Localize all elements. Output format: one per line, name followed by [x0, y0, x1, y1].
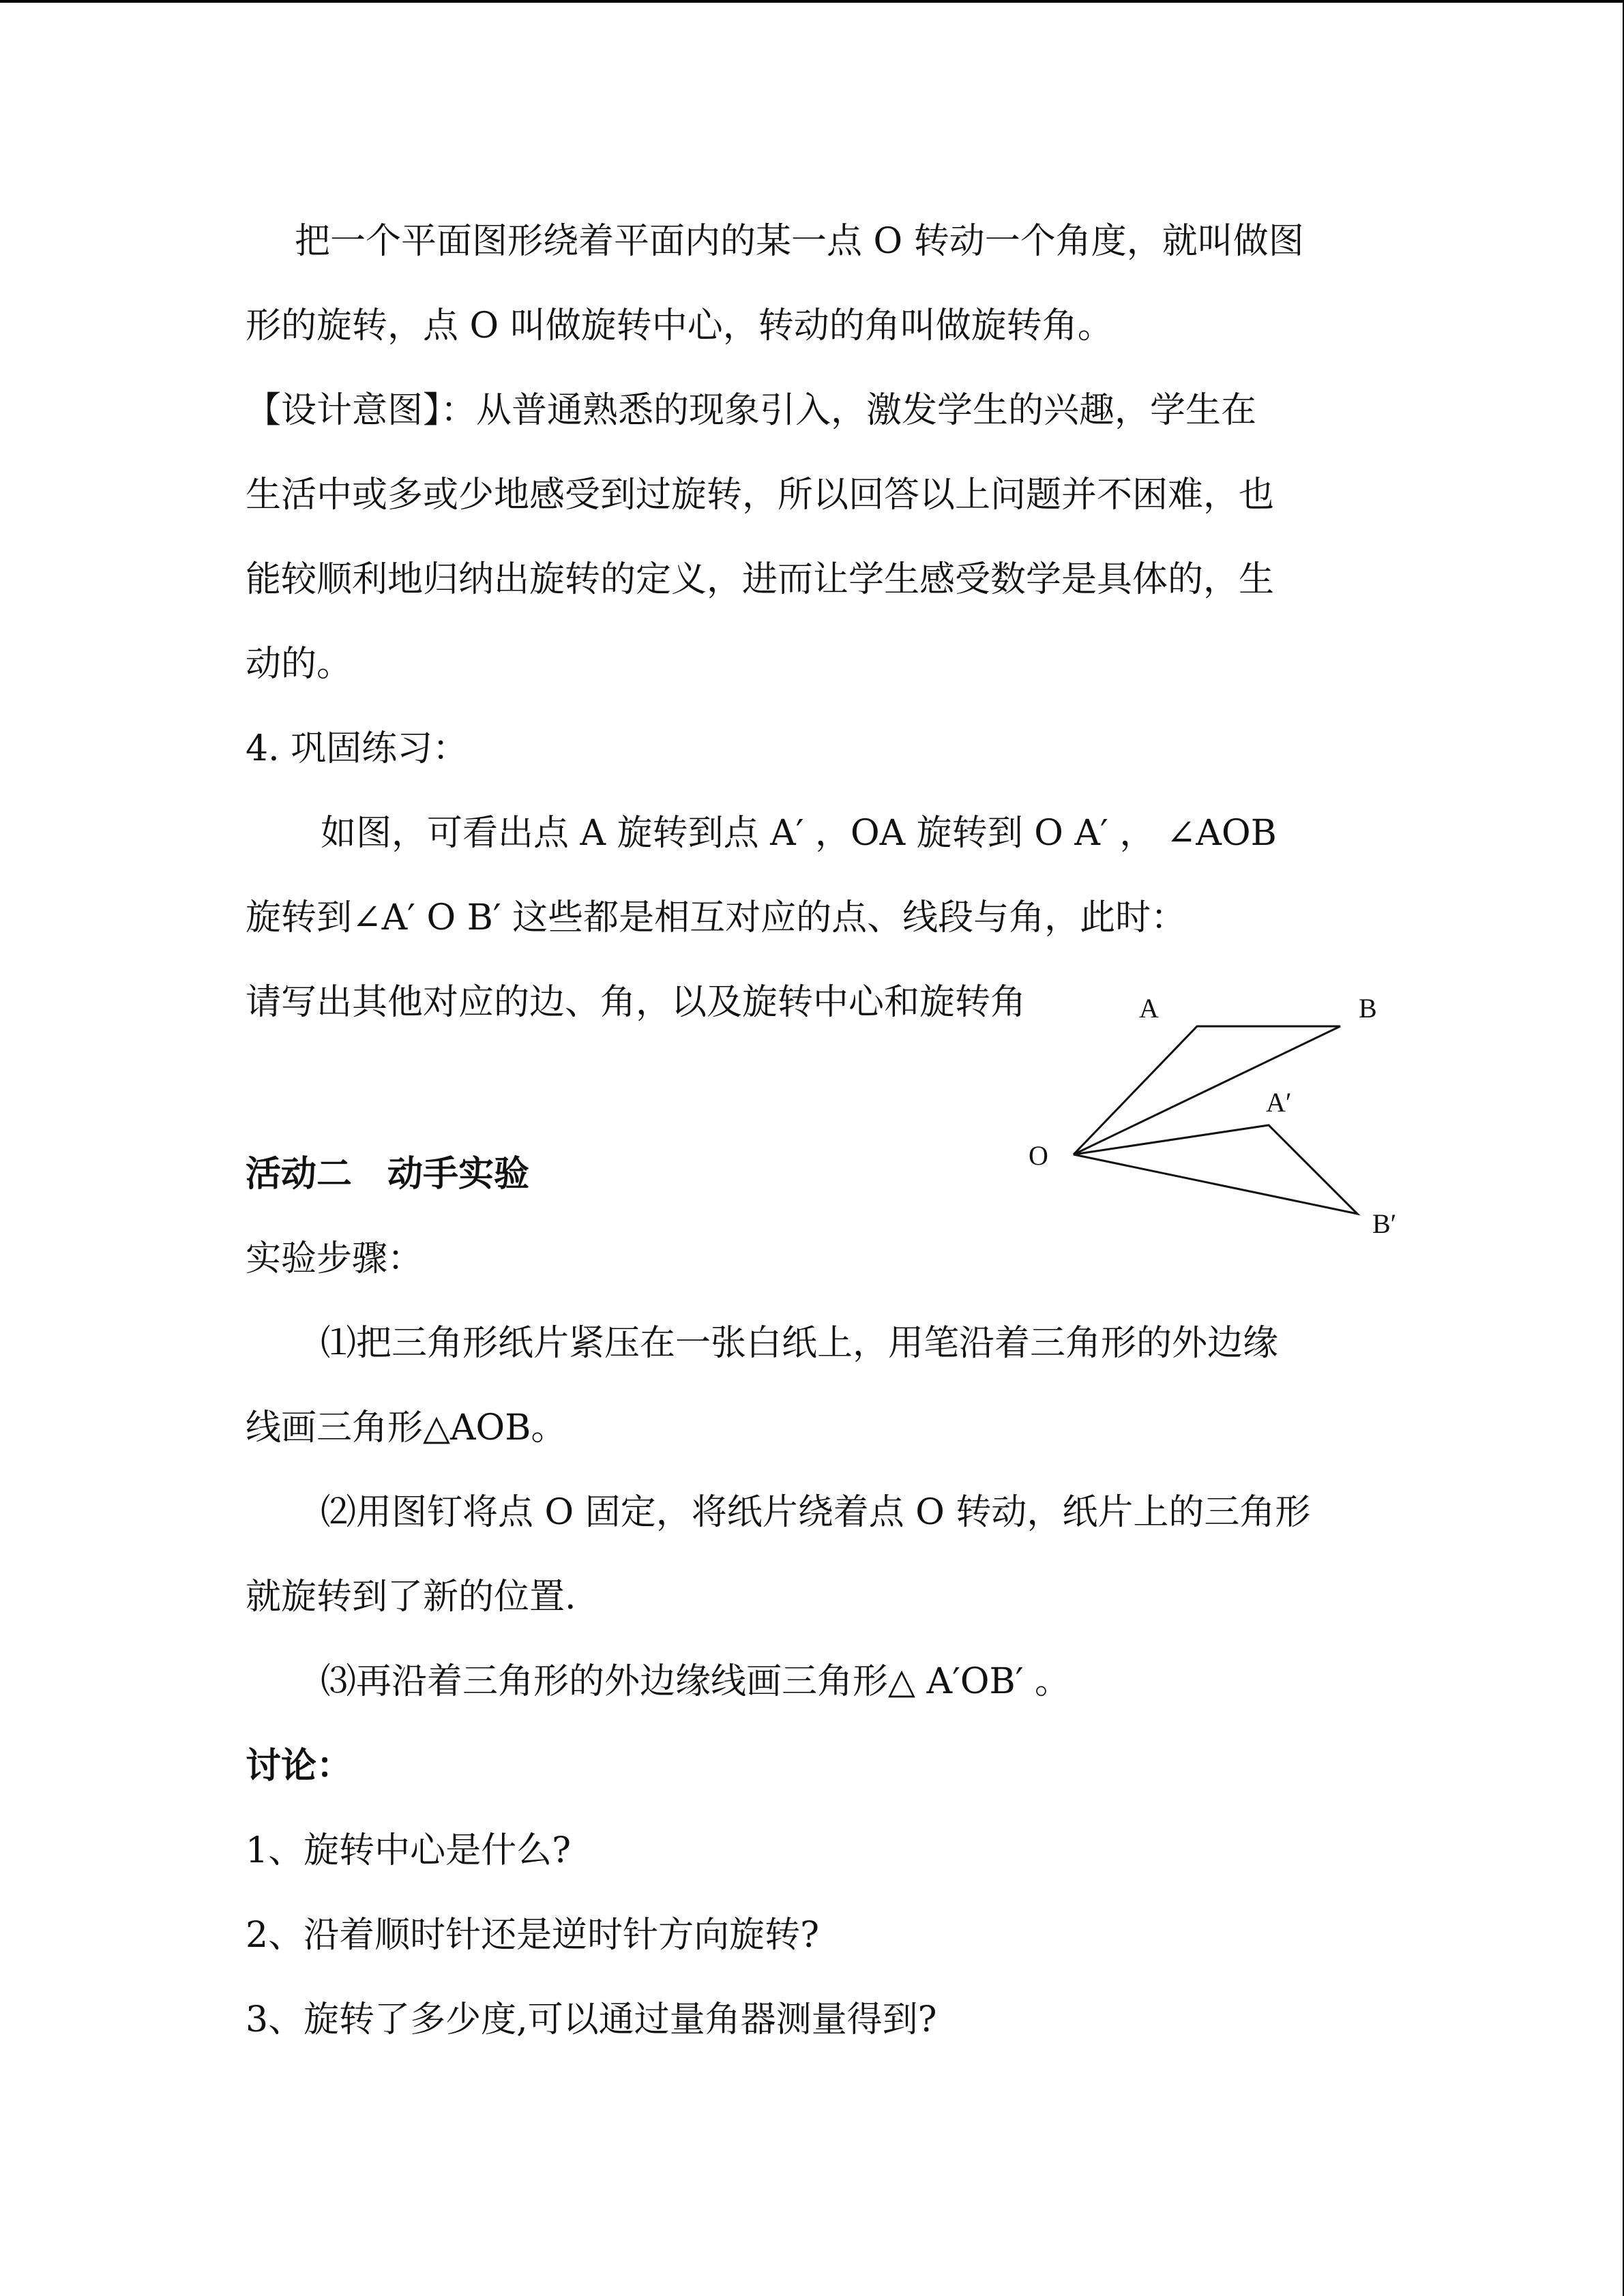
label-O: O: [1029, 1140, 1048, 1171]
exercise-line-2: 旋转到∠A′ O B′ 这些都是相互对应的点、线段与角，此时：: [246, 897, 1187, 938]
steps-heading: 实验步骤：: [246, 1238, 424, 1279]
label-A: A: [1139, 993, 1159, 1024]
discussion-question-1: 1、旋转中心是什么?: [246, 1830, 571, 1871]
label-B-prime: B′: [1372, 1208, 1397, 1239]
discussion-heading: 讨论：: [246, 1745, 353, 1787]
design-intent-line-1: 【设计意图】：从普通熟悉的现象引入，激发学生的兴趣，学生在: [246, 390, 1257, 431]
design-intent-line-3: 能较顺利地归纳出旋转的定义，进而让学生感受数学是具体的，生: [246, 559, 1275, 600]
design-intent-line-4: 动的。: [246, 644, 353, 685]
discussion-question-3: 3、旋转了多少度,可以通过量角器测量得到?: [246, 1999, 937, 2040]
step-2-line-2: 就旋转到了新的位置.: [246, 1577, 576, 1617]
exercise-line-3: 请写出其他对应的边、角，以及旋转中心和旋转角: [246, 982, 1027, 1023]
step-2-line-1: ⑵用图钉将点 O 固定，将纸片绕着点 O 转动，纸片上的三角形: [321, 1492, 1311, 1533]
label-A-prime: A′: [1266, 1087, 1292, 1118]
definition-line-1: 把一个平面图形绕着平面内的某一点 O 转动一个角度，就叫做图: [295, 221, 1304, 262]
activity-two-heading: 活动二 动手实验: [246, 1153, 530, 1195]
step-1-line-1: ⑴把三角形纸片紧压在一张白纸上，用笔沿着三角形的外边缘: [321, 1323, 1279, 1364]
exercise-heading: 4. 巩固练习：: [246, 728, 469, 769]
rotation-figure: [1009, 982, 1446, 1255]
label-B: B: [1359, 993, 1377, 1024]
definition-line-2: 形的旋转，点 O 叫做旋转中心，转动的角叫做旋转角。: [246, 305, 1113, 346]
top-border-rule: [0, 0, 1624, 3]
step-3-line-1: ⑶再沿着三角形的外边缘线画三角形△ A′OB′ 。: [321, 1661, 1071, 1702]
design-intent-line-2: 生活中或多或少地感受到过旋转，所以回答以上问题并不困难，也: [246, 475, 1275, 516]
step-1-line-2: 线画三角形△AOB。: [246, 1407, 567, 1448]
discussion-question-2: 2、沿着顺时针还是逆时针方向旋转?: [246, 1915, 819, 1956]
exercise-line-1: 如图，可看出点 A 旋转到点 A′ ，OA 旋转到 O A′ ， ∠AOB: [321, 813, 1277, 854]
triangle-A-prime-O-B-prime: [1074, 1125, 1357, 1214]
